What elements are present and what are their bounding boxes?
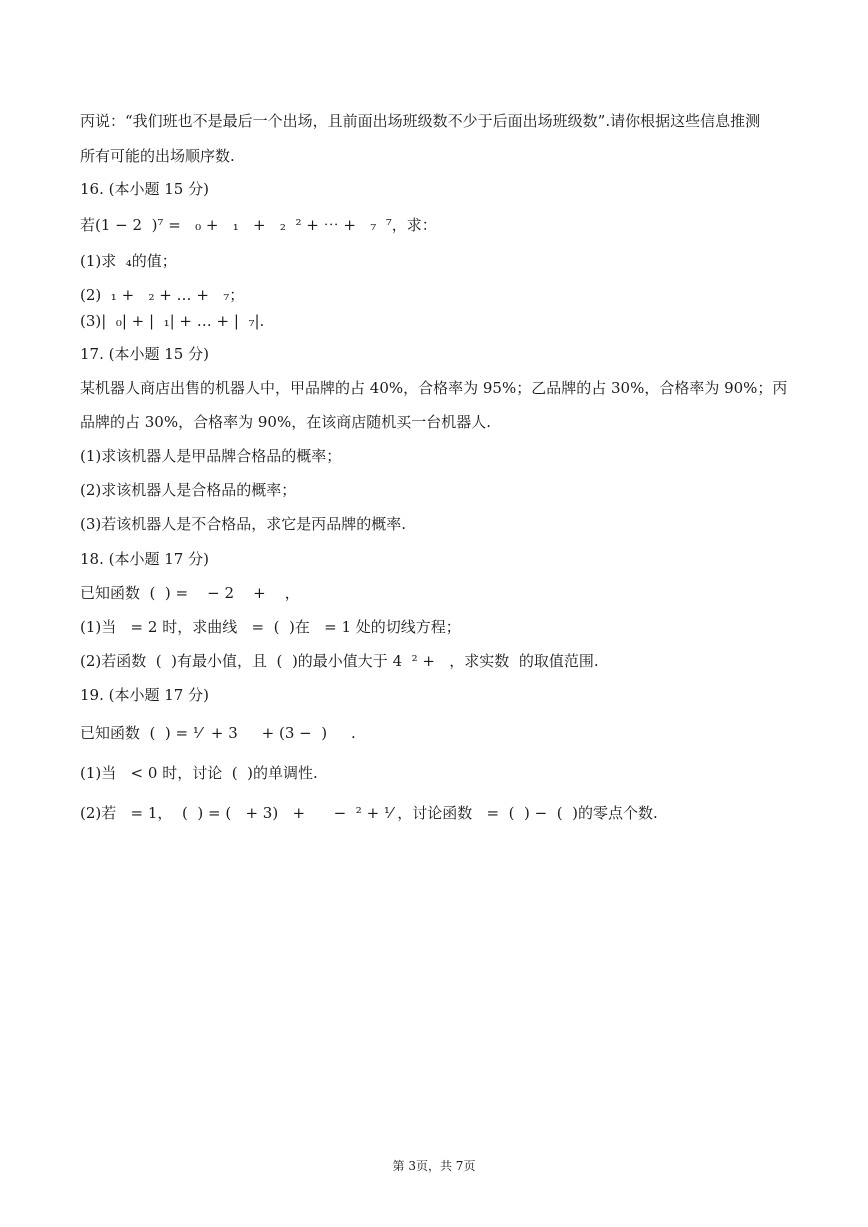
problem17-part3: (3)若该机器人是不合格品，求它是丙品牌的概率. xyxy=(80,515,407,533)
problem18-statement: 已知函数 ( ) = − 2 + ， xyxy=(80,584,300,602)
problem19-header: 19. (本小题 17 分) xyxy=(80,686,209,704)
problem15-text-line1: 丙说：“我们班也不是最后一个出场，且前面出场班级数不少于后面出场班级数”.请你根据这些信息推测 xyxy=(80,112,761,130)
problem17-part2: (2)求该机器人是合格品的概率； xyxy=(80,481,297,499)
problem17-header: 17. (本小题 15 分) xyxy=(80,345,209,363)
problem19-statement: 已知函数 ( ) = ¹⁄ + 3 + (3 − ) . xyxy=(80,724,356,742)
problem17-statement-line1: 某机器人商店出售的机器人中，甲品牌的占 40%，合格率为 95%；乙品牌的占 30%，合格率为 90%；丙 xyxy=(80,379,788,397)
problem16-statement: 若(1 − 2 )⁷ = ₀ + ₁ + ₂ ² + ⋯ + ₇ ⁷，求： xyxy=(80,216,437,234)
problem16-header: 16. (本小题 15 分) xyxy=(80,180,209,198)
problem15-text-line2: 所有可能的出场顺序数. xyxy=(80,147,235,165)
problem18-part1: (1)当 = 2 时，求曲线 = ( )在 = 1 处的切线方程； xyxy=(80,618,461,636)
problem18-part2: (2)若函数 ( )有最小值，且 ( )的最小值大于 4 ² + ，求实数 的取值范围. xyxy=(80,652,599,670)
page-number-label: 第 3页，共 7页 xyxy=(392,1159,476,1173)
problem17-statement-line2: 品牌的占 30%，合格率为 90%，在该商店随机买一台机器人. xyxy=(80,413,491,431)
problem19-part2: (2)若 = 1， ( ) = ( + 3) + − ² + ¹⁄ ，讨论函数 = ( ) − ( )的零点个数. xyxy=(80,804,658,822)
problem16-part3: (3)| ₀| + | ₁| + … + | ₇|. xyxy=(80,312,265,330)
page-footer xyxy=(0,1158,868,1174)
problem16-part2: (2) ₁ + ₂ + … + ₇； xyxy=(80,286,245,304)
problem18-header: 18. (本小题 17 分) xyxy=(80,550,209,568)
problem17-part1: (1)求该机器人是甲品牌合格品的概率； xyxy=(80,447,342,465)
problem16-part1: (1)求 ₄的值； xyxy=(80,252,177,270)
problem19-part1: (1)当 < 0 时，讨论 ( )的单调性. xyxy=(80,764,318,782)
